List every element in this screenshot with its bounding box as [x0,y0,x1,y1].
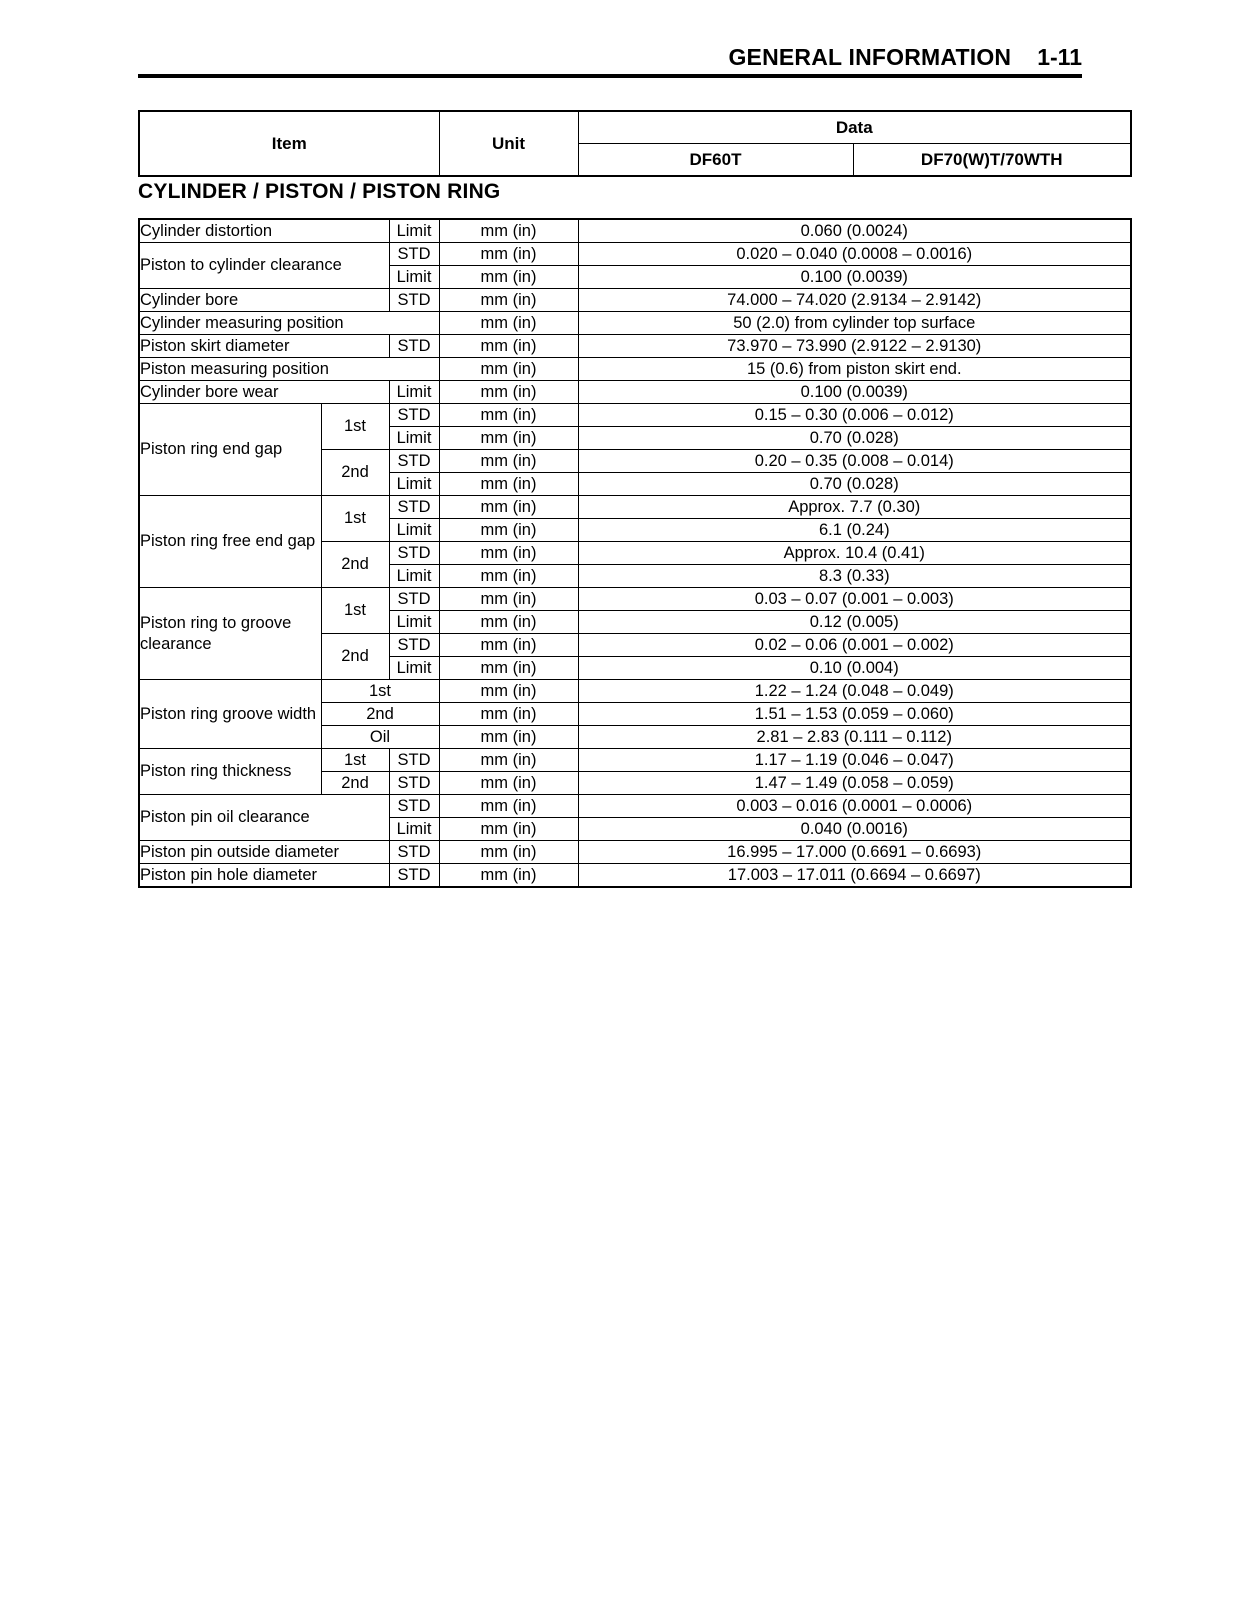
col-header-model-df70: DF70(W)T/70WTH [853,144,1131,177]
col-header-data: Data [578,111,1131,144]
row-sub-label: STD [389,542,439,565]
row-value: 8.3 (0.33) [578,565,1131,588]
table-row [139,795,1131,818]
row-ordinal-label: 2nd [321,542,389,588]
row-value: 0.003 – 0.016 (0.0001 – 0.0006) [578,795,1131,818]
row-value: 0.03 – 0.07 (0.001 – 0.003) [578,588,1131,611]
row-item-label: Piston pin outside diameter [139,841,389,864]
row-value: 1.47 – 1.49 (0.058 – 0.059) [578,772,1131,795]
row-ordinal-label: 2nd [321,634,389,680]
row-item-label: Piston ring thickness [139,749,321,795]
row-sub-label: Limit [389,657,439,680]
row-ordinal-label: 2nd [321,772,389,795]
row-value: 1.17 – 1.19 (0.046 – 0.047) [578,749,1131,772]
row-ordinal-label: 1st [321,404,389,450]
row-sub-label: STD [389,795,439,818]
row-value: 0.70 (0.028) [578,473,1131,496]
row-unit: mm (in) [439,404,578,427]
table-row [139,588,1131,611]
row-sub-label: STD [389,243,439,266]
row-unit: mm (in) [439,680,578,703]
row-unit: mm (in) [439,818,578,841]
row-value: 6.1 (0.24) [578,519,1131,542]
row-value: 0.040 (0.0016) [578,818,1131,841]
page-header [138,44,1082,71]
row-value: 0.060 (0.0024) [578,219,1131,243]
row-sub-label: STD [389,634,439,657]
row-sub-label: STD [389,496,439,519]
row-unit: mm (in) [439,381,578,404]
table-row [139,404,1131,427]
table-row [139,841,1131,864]
row-sub-label: STD [389,404,439,427]
row-item-label: Cylinder distortion [139,219,389,243]
row-value: 0.20 – 0.35 (0.008 – 0.014) [578,450,1131,473]
spec-table-cylinder-piston-piston-ring [138,218,1132,888]
row-unit: mm (in) [439,289,578,312]
table-row [139,289,1131,312]
row-item-label: Piston ring free end gap [139,496,321,588]
row-unit: mm (in) [439,542,578,565]
table-row [139,219,1131,243]
row-item-label: Piston ring end gap [139,404,321,496]
table-row [139,749,1131,772]
row-sub-label: STD [389,289,439,312]
row-unit: mm (in) [439,772,578,795]
row-unit: mm (in) [439,266,578,289]
table-row [139,312,1131,335]
row-value: 50 (2.0) from cylinder top surface [578,312,1131,335]
row-sub-label: Limit [389,381,439,404]
row-sub-label: STD [389,588,439,611]
row-value: 0.12 (0.005) [578,611,1131,634]
section-title: CYLINDER / PISTON / PISTON RING [138,180,501,203]
row-value: 0.02 – 0.06 (0.001 – 0.002) [578,634,1131,657]
row-unit: mm (in) [439,565,578,588]
row-sub-label: Limit [389,611,439,634]
row-item-label: Piston ring groove width [139,680,321,749]
row-unit: mm (in) [439,496,578,519]
row-unit: mm (in) [439,450,578,473]
row-unit: mm (in) [439,703,578,726]
row-unit: mm (in) [439,358,578,381]
row-value: 0.70 (0.028) [578,427,1131,450]
row-item-label: Piston to cylinder clearance [139,243,389,289]
row-sub-label: STD [389,772,439,795]
table-row [139,864,1131,888]
row-item-label: Piston pin oil clearance [139,795,389,841]
col-header-item: Item [139,111,439,176]
row-value: 0.100 (0.0039) [578,381,1131,404]
row-sub-label: STD [389,841,439,864]
row-sub-label: 1st [321,680,439,703]
row-sub-label: Oil [321,726,439,749]
row-item-label: Cylinder measuring position [139,312,439,335]
row-sub-label: Limit [389,219,439,243]
row-unit: mm (in) [439,519,578,542]
row-sub-label: Limit [389,565,439,588]
row-unit: mm (in) [439,634,578,657]
row-unit: mm (in) [439,611,578,634]
row-value: 16.995 – 17.000 (0.6691 – 0.6693) [578,841,1131,864]
row-unit: mm (in) [439,841,578,864]
row-sub-label: Limit [389,519,439,542]
table-row [139,335,1131,358]
row-unit: mm (in) [439,749,578,772]
row-value: 1.51 – 1.53 (0.059 – 0.060) [578,703,1131,726]
row-sub-label: Limit [389,818,439,841]
row-value: Approx. 10.4 (0.41) [578,542,1131,565]
row-value: 74.000 – 74.020 (2.9134 – 2.9142) [578,289,1131,312]
table-row [139,381,1131,404]
page-number: 1-11 [1037,44,1082,70]
row-unit: mm (in) [439,243,578,266]
row-sub-label: STD [389,864,439,888]
row-item-label: Cylinder bore wear [139,381,389,404]
row-value: 17.003 – 17.011 (0.6694 – 0.6697) [578,864,1131,888]
row-item-label: Piston skirt diameter [139,335,389,358]
row-value: 0.020 – 0.040 (0.0008 – 0.0016) [578,243,1131,266]
table-row [139,243,1131,266]
row-sub-label: Limit [389,427,439,450]
row-item-label: Piston pin hole diameter [139,864,389,888]
row-sub-label: 2nd [321,703,439,726]
col-header-model-df60t: DF60T [578,144,853,177]
row-unit: mm (in) [439,312,578,335]
row-value: 0.10 (0.004) [578,657,1131,680]
row-unit: mm (in) [439,657,578,680]
row-ordinal-label: 2nd [321,450,389,496]
row-unit: mm (in) [439,726,578,749]
row-item-label: Piston ring to groove clearance [139,588,321,680]
header-rule [138,74,1082,78]
row-value: 2.81 – 2.83 (0.111 – 0.112) [578,726,1131,749]
row-unit: mm (in) [439,473,578,496]
table-row [139,680,1131,703]
col-header-unit: Unit [439,111,578,176]
row-unit: mm (in) [439,219,578,243]
row-value: Approx. 7.7 (0.30) [578,496,1131,519]
row-value: 73.970 – 73.990 (2.9122 – 2.9130) [578,335,1131,358]
row-sub-label: STD [389,335,439,358]
row-value: 0.15 – 0.30 (0.006 – 0.012) [578,404,1131,427]
row-sub-label: Limit [389,473,439,496]
row-ordinal-label: 1st [321,496,389,542]
row-unit: mm (in) [439,588,578,611]
row-unit: mm (in) [439,427,578,450]
row-ordinal-label: 1st [321,588,389,634]
row-unit: mm (in) [439,864,578,888]
row-sub-label: Limit [389,266,439,289]
row-sub-label: STD [389,749,439,772]
row-item-label: Cylinder bore [139,289,389,312]
row-item-label: Piston measuring position [139,358,439,381]
row-unit: mm (in) [439,795,578,818]
table-row [139,496,1131,519]
row-value: 0.100 (0.0039) [578,266,1131,289]
row-value: 1.22 – 1.24 (0.048 – 0.049) [578,680,1131,703]
row-ordinal-label: 1st [321,749,389,772]
row-value: 15 (0.6) from piston skirt end. [578,358,1131,381]
table-column-header [138,110,1132,177]
row-unit: mm (in) [439,335,578,358]
table-row [139,358,1131,381]
row-sub-label: STD [389,450,439,473]
page-header-title: GENERAL INFORMATION [728,44,1012,70]
